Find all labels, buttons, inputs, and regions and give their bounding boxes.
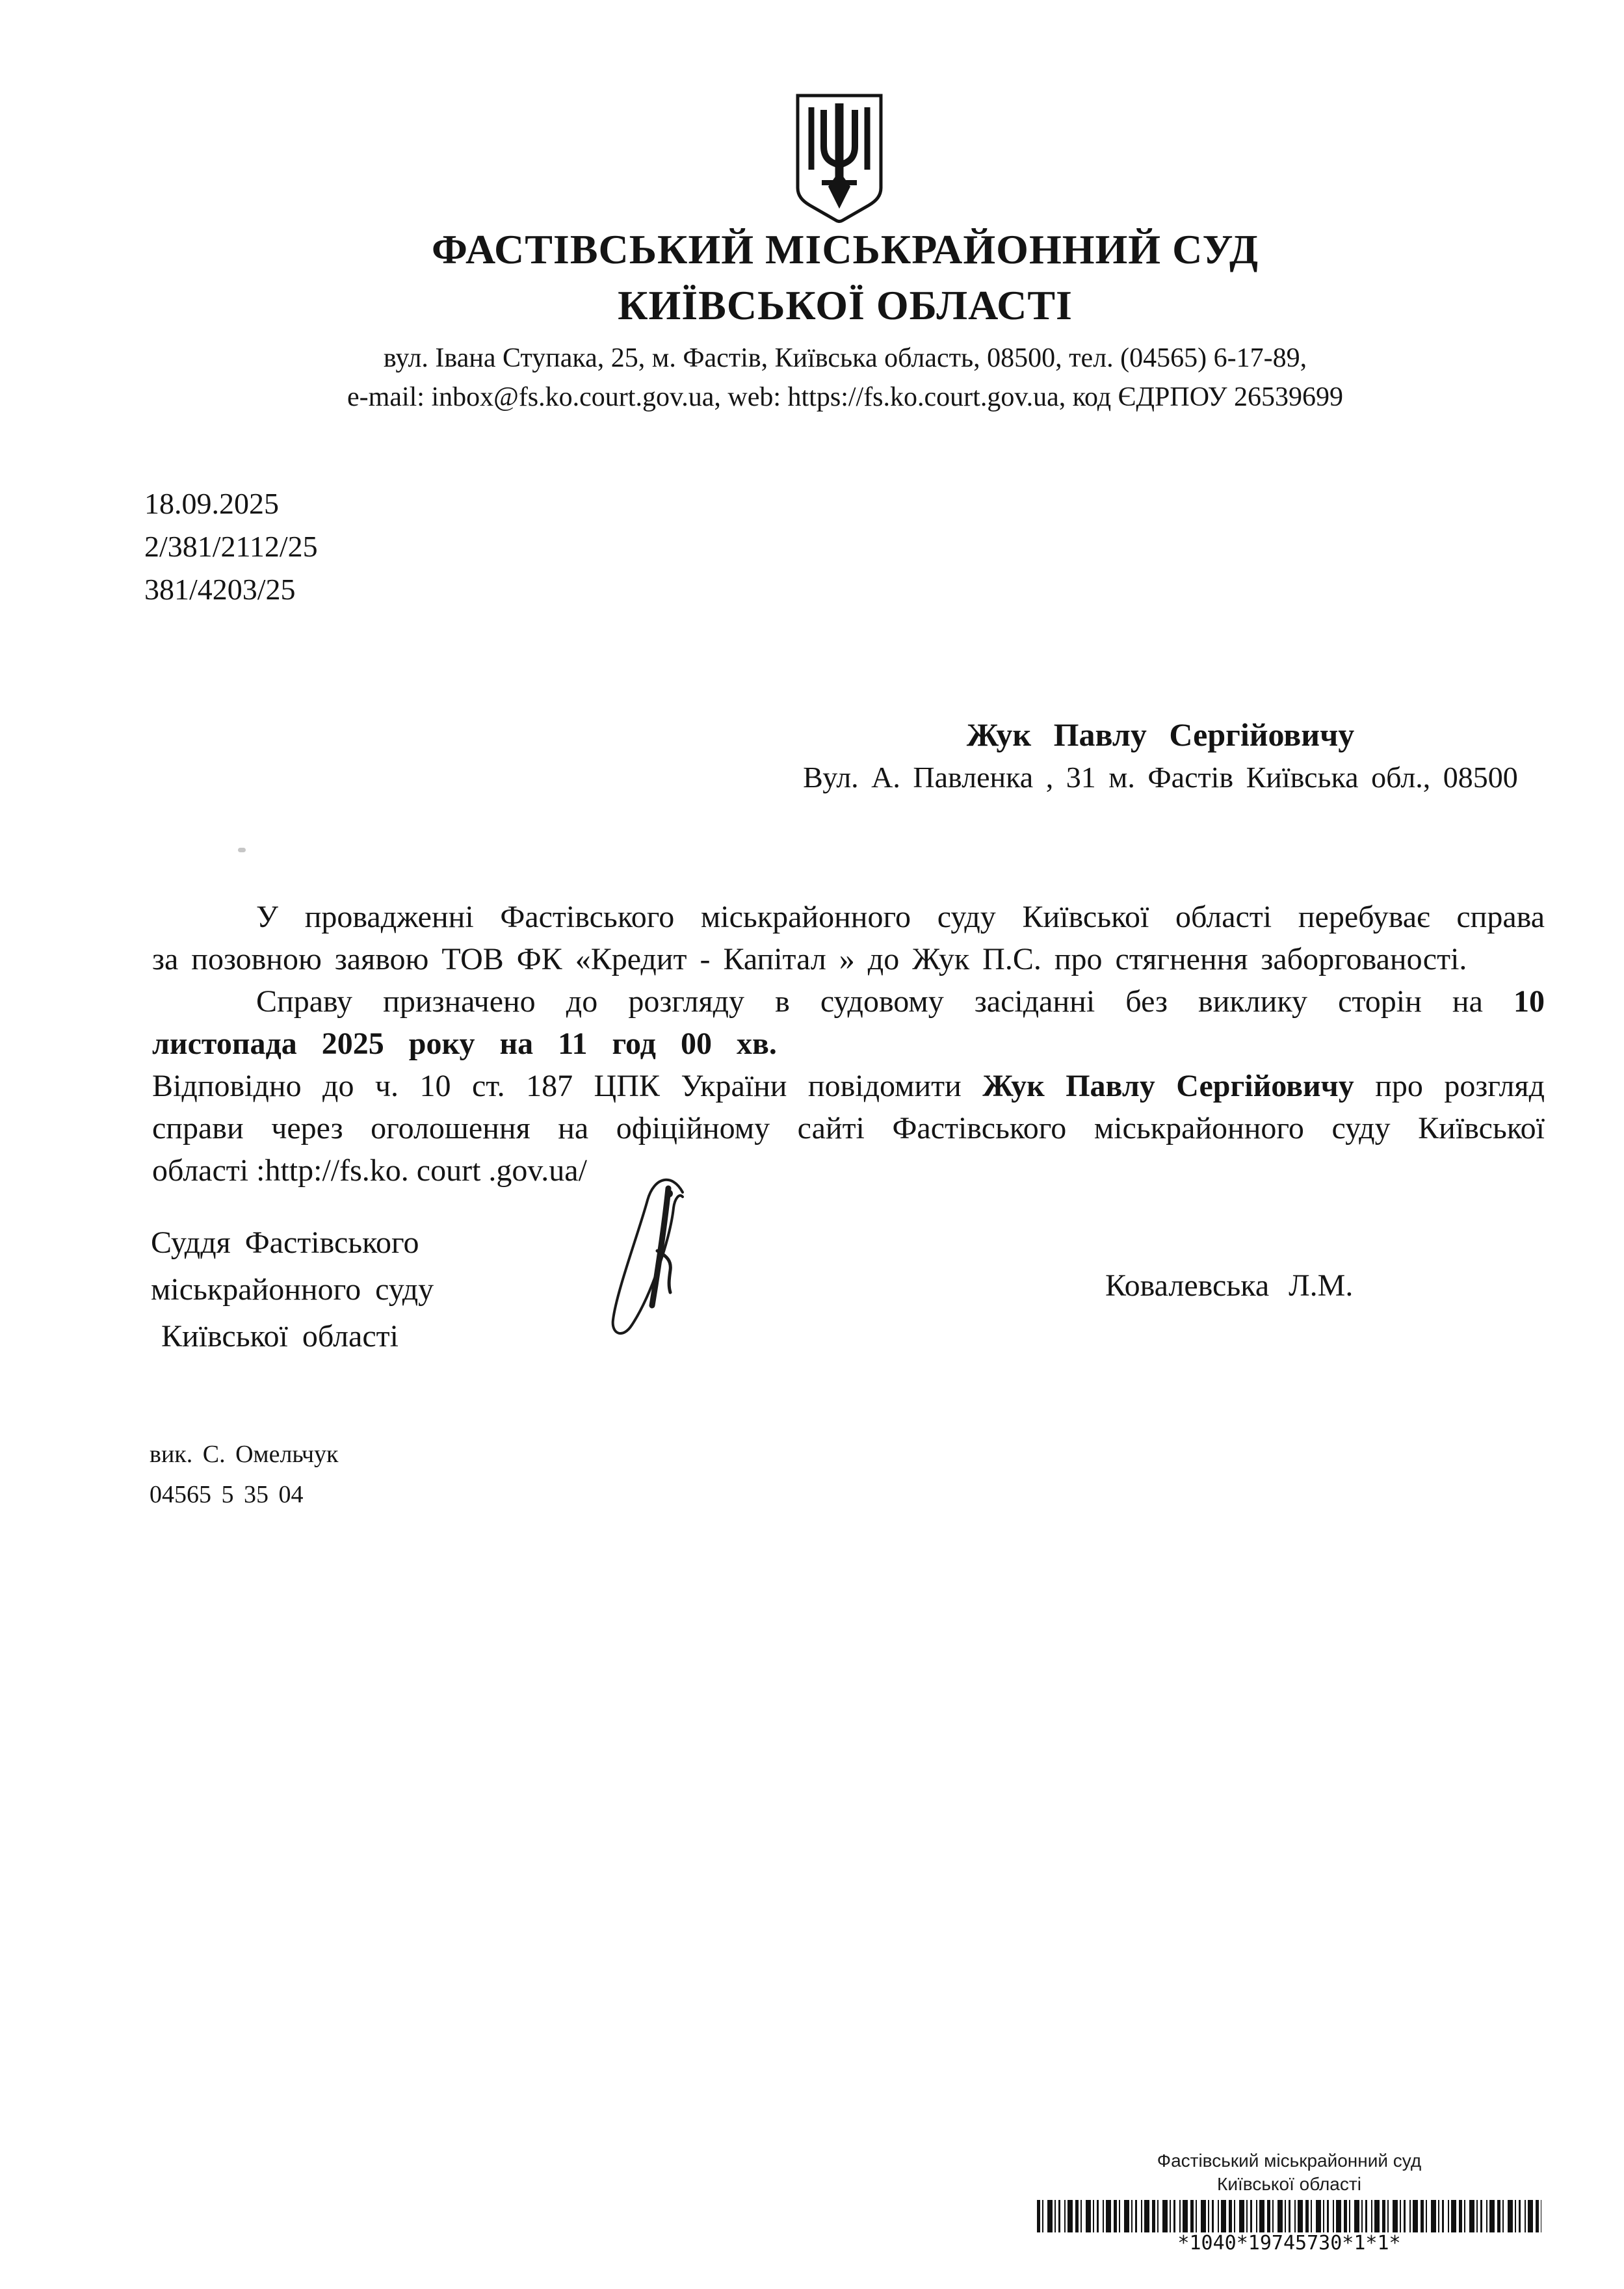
barcode xyxy=(1037,2200,1541,2232)
ukraine-trident-emblem-icon xyxy=(794,93,884,224)
clerk-block xyxy=(150,1434,338,1515)
footer-court-line2: Київської області xyxy=(1217,2174,1361,2194)
court-address-line: вул. Івана Ступака, 25, м. Фастів, Київська область, 08500, тел. (04565) 6-17-89, xyxy=(383,343,1307,373)
judge-role-block xyxy=(151,1220,434,1360)
body-line-hearing-date: листопада 2025 року на 11 год 00 хв. xyxy=(152,1027,777,1061)
body-line: Відповідно до ч. 10 ст. 187 ЦПК України повідомити Жук Павлу Сергійовичу про розгляд xyxy=(152,1069,1545,1103)
letter-body xyxy=(152,896,1545,1192)
notified-person-name: Жук Павлу Сергійовичу xyxy=(982,1069,1354,1103)
court-name-line1: ФАСТІВСЬКИЙ МІСЬКРАЙОННИЙ СУД xyxy=(432,226,1259,272)
executor-name: вик. С. Омельчук xyxy=(150,1441,339,1468)
body-line: У провадженні Фастівського міськрайонного суду Київської області перебуває справа xyxy=(256,900,1545,934)
body-line: за позовною заявою ТОВ ФК «Кредит - Капітал » до Жук П.С. про стягнення заборгованості. xyxy=(152,942,1467,976)
body-line: справи через оголошення на офіційному сайті Фастівського міськрайонного суду Київської xyxy=(152,1111,1545,1145)
hearing-date-start: 10 xyxy=(1513,984,1545,1019)
scan-artifact xyxy=(238,848,246,852)
executor-phone: 04565 5 35 04 xyxy=(150,1481,304,1508)
judge-role-line: Суддя Фастівського xyxy=(151,1225,419,1260)
footer-court-line1: Фастівський міськрайонний суд xyxy=(1157,2151,1422,2171)
judge-role-line: міськрайонного суду xyxy=(151,1272,434,1307)
letter-date: 18.09.2025 xyxy=(144,487,279,520)
barcode-value: *1040*19745730*1*1* xyxy=(1177,2232,1401,2255)
reference-block xyxy=(144,482,318,611)
judge-signature xyxy=(603,1170,701,1364)
judge-name: Ковалевська Л.М. xyxy=(1105,1268,1354,1303)
body-line: Справу призначено до розгляду в судовому засіданні без виклику сторін на 10 xyxy=(256,984,1545,1019)
body-line-court-url: області :http://fs.ko. court .gov.ua/ xyxy=(152,1153,587,1188)
court-name-line2: КИЇВСЬКОЇ ОБЛАСТІ xyxy=(618,282,1073,328)
case-number: 381/4203/25 xyxy=(144,573,296,606)
judge-role-line: Київської області xyxy=(161,1319,399,1354)
footer-barcode-block xyxy=(1029,2149,1549,2255)
recipient-address: Вул. А. Павленка , 31 м. Фастів Київська обл., 08500 xyxy=(803,761,1518,794)
proceeding-number: 2/381/2112/25 xyxy=(144,530,318,563)
recipient-block xyxy=(715,715,1606,797)
court-contact-line: e-mail: inbox@fs.ko.court.gov.ua, web: https://fs.ko.court.gov.ua, код ЄДРПОУ 26539699 xyxy=(347,382,1343,412)
recipient-name: Жук Павлу Сергійовичу xyxy=(966,716,1355,753)
